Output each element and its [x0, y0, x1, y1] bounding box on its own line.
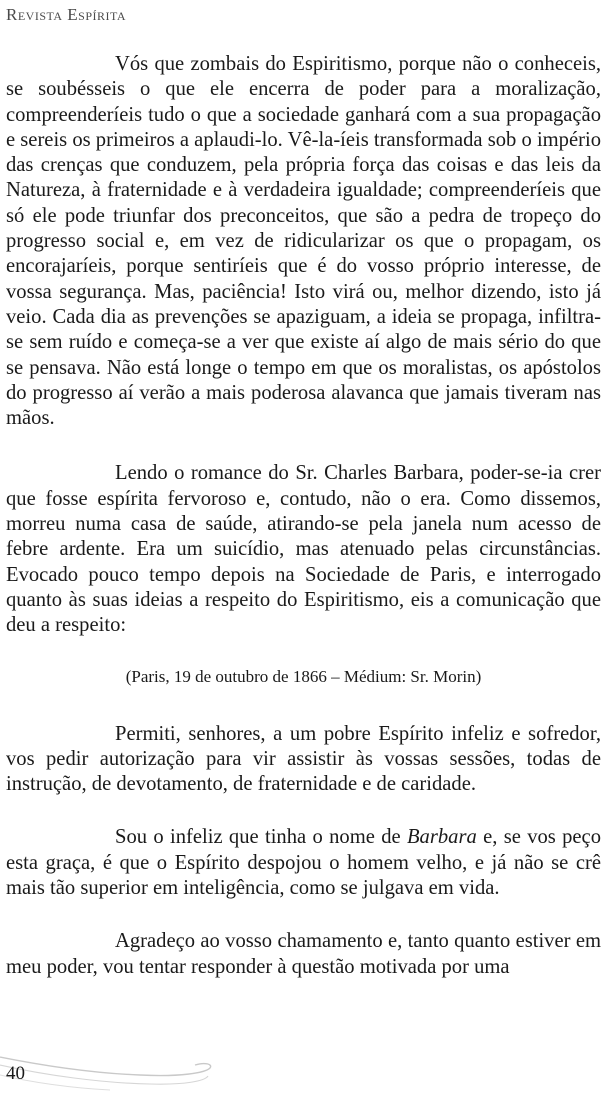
page-ornament-swirl	[0, 1035, 260, 1095]
paragraph-3: Permiti, senhores, a um pobre Espírito infeliz e sofredor, vos pedir autorização para vir assistir às vossas sessões, todas de instrução, de devotamento, de fraternidade e de caridade.	[6, 722, 601, 796]
running-header: Revista Espírita	[6, 5, 127, 24]
paragraph-4-end: e, se vos peço esta graça, é que o Espírito despojou o homem velho, e já não se crê mais tão superior em inteligência, como se julgava em vida.	[6, 826, 601, 900]
page-number: 40	[6, 1063, 25, 1084]
name-barbara: Barbara	[406, 826, 477, 849]
paragraph-1: Vós que zombais do Espiritismo, porque não o conheceis, se soubésseis o que ele encerra de poder para a moralização, compreenderíeis tudo o que a sociedade ganhará com a sua propagação e sereis os primeiros a aplaudi-lo. Vê-la-íeis transformada sob o império das crenças que conduzem, pela própria força das coisas e das leis da Natureza, à fraternidade e à verdadeira igualdade; compreenderíeis que só ele pode triunfar dos preconceitos, que são a pedra de tropeço do progresso social e, em vez de ridicularizar os que o propagam, os encorajaríeis, porque sentiríeis que é do vosso próprio interesse, de vossa segurança. Mas, paciência! Isto virá ou, melhor dizendo, isto já veio. Cada dia as prevenções se apaziguam, a ideia se propaga, infiltra-se sem ruído e começa-se a ver que existe aí algo de mais sério do que se pensava. Não está longe o tempo em que os moralistas, os apóstolos do progresso aí verão a mais poderosa alavanca que jamais tiveram nas mãos.	[6, 53, 601, 430]
page-body	[6, 52, 601, 1010]
paragraph-5: Agradeço ao vosso chamamento e, tanto quanto estiver em meu poder, vou tentar responder à questão motivada por uma	[6, 930, 601, 978]
message-dateline: (Paris, 19 de outubro de 1866 – Médium: Sr. Morin)	[125, 666, 482, 686]
paragraph-4-start: Sou o infeliz que tinha o nome de	[115, 826, 407, 849]
paragraph-4	[6, 825, 601, 901]
paragraph-2: Lendo o romance do Sr. Charles Barbara, poder-se-ia crer que fosse espírita fervoroso e, contudo, não o era. Como dissemos, morreu numa casa de saúde, atirando-se pela janela num acesso de febre ardente. Era um suicídio, mas atenuado pelas circunstâncias. Evocado pouco tempo depois na Sociedade de Paris, e interrogado quanto às suas ideias a respeito do Espiritismo, eis a comunicação que deu a respeito:	[6, 462, 601, 637]
